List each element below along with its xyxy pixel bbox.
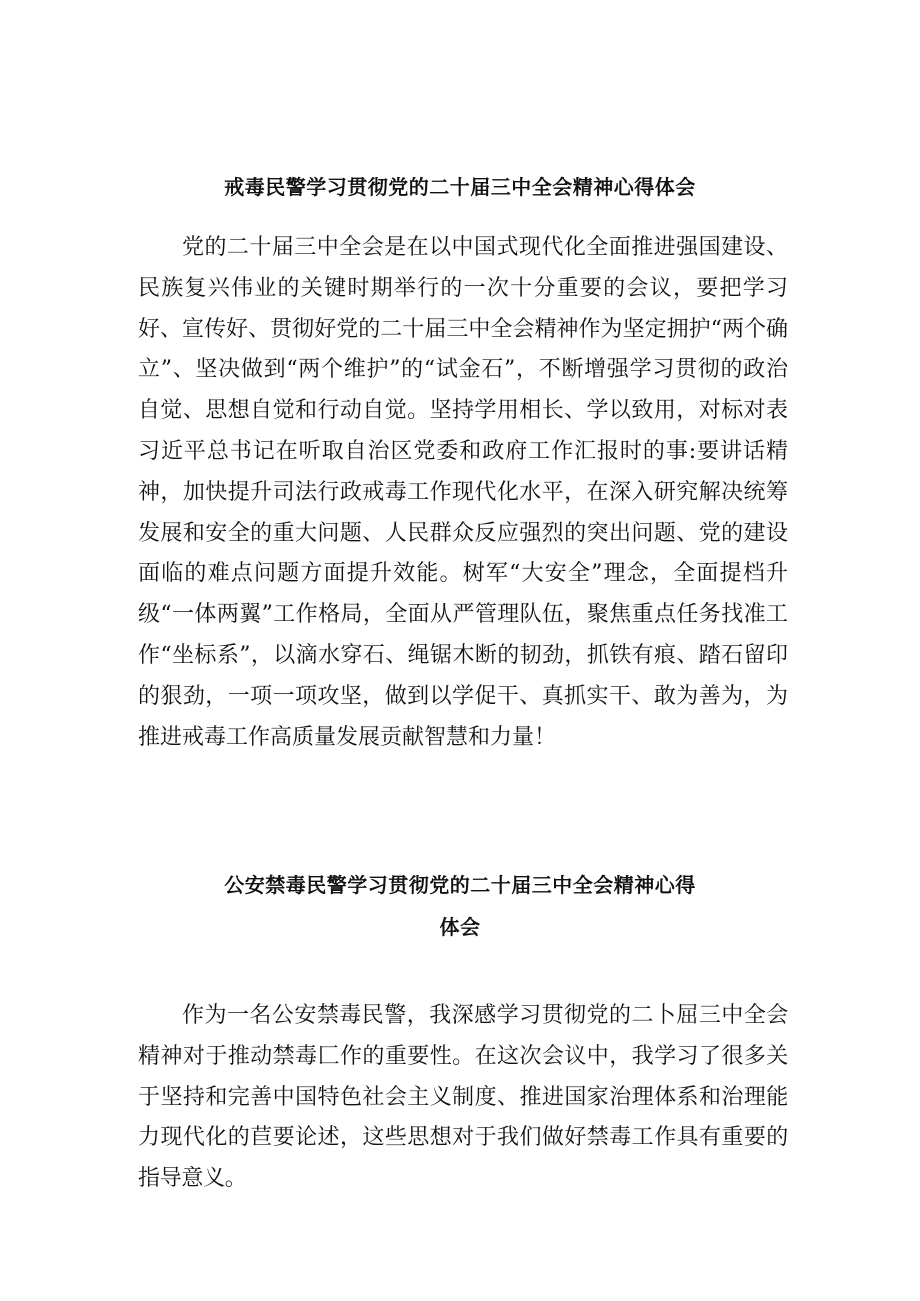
section1-paragraph: 党的二十届三中全会是在以中国式现代化全面推进强国建设、民族复兴伟业的关键时期举行的一次十分重要的会议，要把学习好、宣传好、贯彻好党的二十届三中全会精神作为坚定拥护“两个确立”、坚决做到“两个维护”的“试金石”，不断增强学习贯彻的政治自觉、思想自觉和行动自觉。坚持学用相长、学以致用，对标对表习近平总书记在听取自治区党委和政府工作汇报时的事:要讲话精神，加快提升司法行政戒毒工作现代化水平，在深入研究解决统筹发展和安全的重大问题、人民群众反应强烈的突出问题、党的建设面临的难点问题方面提升效能。树军“大安全”理念，全面提档升级“一体两翼”工作格局，全面从严管理队伍，聚焦重点任务找准工作“坐标系”，以滴水穿石、绳锯木断的韧劲，抓铁有痕、踏石留印的狠劲，一项一项攻坚，做到以学促干、真抓实干、敢为善为，为推进戒毒工作高质量发展贡献智慧和力量！ (138, 235, 788, 750)
section2-title-line2: 体会 (439, 915, 481, 939)
section2-title-line1: 公安禁毒民警学习贯彻党的二十届三中全会精神心得 (224, 873, 696, 897)
section2-paragraph: 作为一名公安禁毒民警，我深感学习贯彻党的二卜屈三中全会精神对于推动禁毒匚作的重要性。在这次会议中，我学习了很多关于坚持和完善中国特色社会主义制度、推进国家治理体系和治理能力现代化的苣要论述，这些思想对于我们做好禁毒工作具有重要的指导意义。 (138, 1003, 788, 1192)
section1-title: 戒毒民警学习贯彻党的二十届三中全会精神心得体会 (224, 175, 696, 199)
